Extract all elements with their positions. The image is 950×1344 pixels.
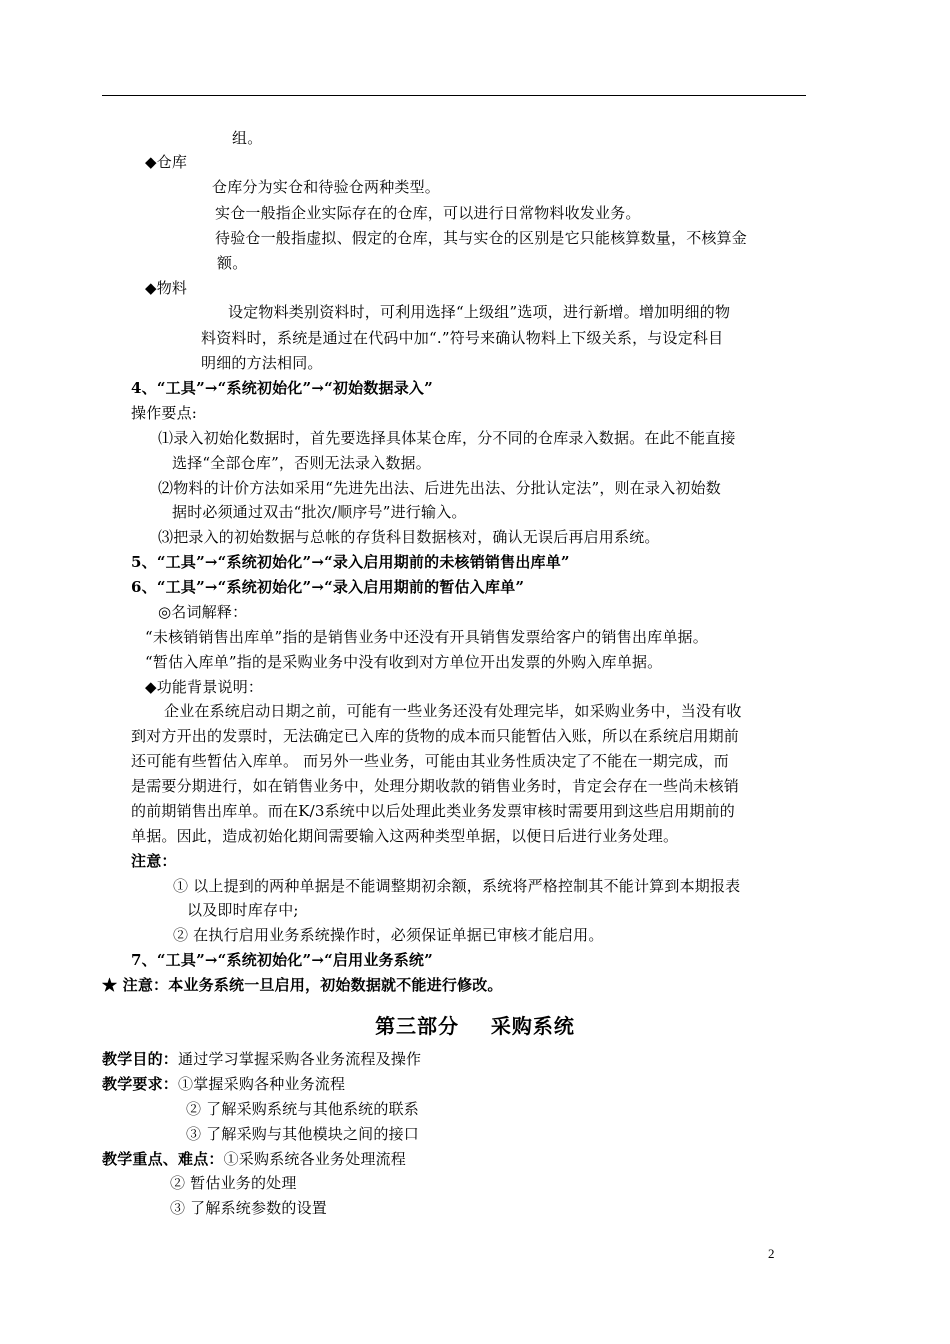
key-item-3: ③ 了解系统参数的设置 bbox=[170, 1199, 327, 1217]
text-line: 组。 bbox=[232, 129, 263, 147]
text-line: 的前期销售出库单。而在K/3系统中以后处理此类业务发票审核时需要用到这些启用期前的 bbox=[131, 802, 736, 820]
text-line: 还可能有些暂估入库单。 而另外一些业务，可能由其业务性质决定了不能在一期完成，而 bbox=[131, 752, 729, 770]
section-heading-5: 5、“工具”→“系统初始化”→“录入启用期前的未核销销售出库单” bbox=[131, 553, 570, 571]
text-line: 以及即时库存中; bbox=[187, 901, 299, 919]
bullet-warehouse: ◆仓库 bbox=[145, 153, 188, 171]
text-line: 企业在系统启动日期之前，可能有一些业务还没有处理完毕，如采购业务中，当没有收 bbox=[164, 702, 742, 720]
purpose-text: 通过学习掌握采购各业务流程及操作 bbox=[178, 1050, 422, 1068]
text-line: 仓库分为实仓和待验仓两种类型。 bbox=[212, 178, 441, 196]
text-line: “未核销销售出库单”指的是销售业务中还没有开具销售发票给客户的销售出库单据。 bbox=[145, 628, 708, 646]
section-title: 第三部分 采购系统 bbox=[375, 1014, 575, 1038]
star-note: ★ 注意：本业务系统一旦启用，初始数据就不能进行修改。 bbox=[102, 976, 503, 994]
text-line: 待验仓一般指虚拟、假定的仓库，其与实仓的区别是它只能核算数量，不核算金 bbox=[215, 229, 748, 247]
text-line: 选择“全部仓库”，否则无法录入数据。 bbox=[172, 454, 431, 472]
req-item-3: ③ 了解采购与其他模块之间的接口 bbox=[186, 1125, 419, 1143]
text-line: 单据。因此，造成初始化期间需要输入这两种类型单据，以便日后进行业务处理。 bbox=[131, 827, 679, 845]
text-line: ◆功能背景说明： bbox=[145, 678, 264, 696]
text-line: 设定物料类别资料时，可利用选择“上级组”选项，进行新增。增加明细的物 bbox=[228, 303, 731, 321]
text-line: 是需要分期进行，如在销售业务中，处理分期收款的销售业务时，肯定会存在一些尚未核销 bbox=[131, 777, 740, 795]
header-rule bbox=[102, 95, 806, 96]
note-label: 注意： bbox=[131, 852, 177, 870]
text-line: ① 以上提到的两种单据是不能调整期初余额，系统将严格控制其不能计算到本期报表 bbox=[173, 877, 741, 895]
text-line: ⑵物料的计价方法如采用“先进先出法、后进先出法、分批认定法”，则在录入初始数 bbox=[158, 479, 721, 497]
text-line: 实仓一般指企业实际存在的仓库，可以进行日常物料收发业务。 bbox=[215, 204, 641, 222]
key-item-2: ② 暂估业务的处理 bbox=[170, 1174, 297, 1192]
key-label: 教学重点、难点： bbox=[102, 1150, 224, 1168]
page-number: 2 bbox=[768, 1246, 775, 1261]
section-heading-4: 4、“工具”→“系统初始化”→“初始数据录入” bbox=[131, 379, 433, 397]
key-item-1: ①采购系统各业务处理流程 bbox=[223, 1150, 407, 1168]
purpose-label: 教学目的： bbox=[102, 1050, 179, 1068]
text-line: ② 在执行启用业务系统操作时，必须保证单据已审核才能启用。 bbox=[173, 926, 604, 944]
text-line: ⑴录入初始化数据时，首先要选择具体某仓库，分不同的仓库录入数据。在此不能直接 bbox=[158, 429, 736, 447]
text-line: 料资料时，系统是通过在代码中加“.”符号来确认物料上下级关系，与设定科目 bbox=[201, 329, 724, 347]
req-item-2: ② 了解采购系统与其他系统的联系 bbox=[186, 1100, 419, 1118]
req-label: 教学要求： bbox=[102, 1075, 179, 1093]
text-line: 操作要点: bbox=[131, 404, 198, 422]
text-line: “暂估入库单”指的是采购业务中没有收到对方单位开出发票的外购入库单据。 bbox=[145, 653, 663, 671]
text-line: ◎名词解释： bbox=[158, 603, 248, 621]
text-line: 明细的方法相同。 bbox=[201, 354, 323, 372]
section-heading-7: 7、“工具”→“系统初始化”→“启用业务系统” bbox=[131, 951, 433, 969]
text-line: 到对方开出的发票时，无法确定已入库的货物的成本而只能暂估入账，所以在系统启用期前 bbox=[131, 727, 740, 745]
text-line: 额。 bbox=[217, 254, 248, 272]
req-item-1: ①掌握采购各种业务流程 bbox=[178, 1075, 346, 1093]
teaching-keypoints bbox=[102, 1149, 406, 1169]
text-line: ⑶把录入的初始数据与总帐的存货科目数据核对，确认无误后再启用系统。 bbox=[158, 528, 660, 546]
teaching-purpose bbox=[102, 1049, 421, 1069]
text-line: 据时必须通过双击“批次/顺序号”进行输入。 bbox=[172, 503, 467, 521]
section-heading-6: 6、“工具”→“系统初始化”→“录入启用期前的暂估入库单” bbox=[131, 578, 525, 596]
bullet-material: ◆物料 bbox=[145, 279, 188, 297]
teaching-requirements bbox=[102, 1074, 345, 1094]
